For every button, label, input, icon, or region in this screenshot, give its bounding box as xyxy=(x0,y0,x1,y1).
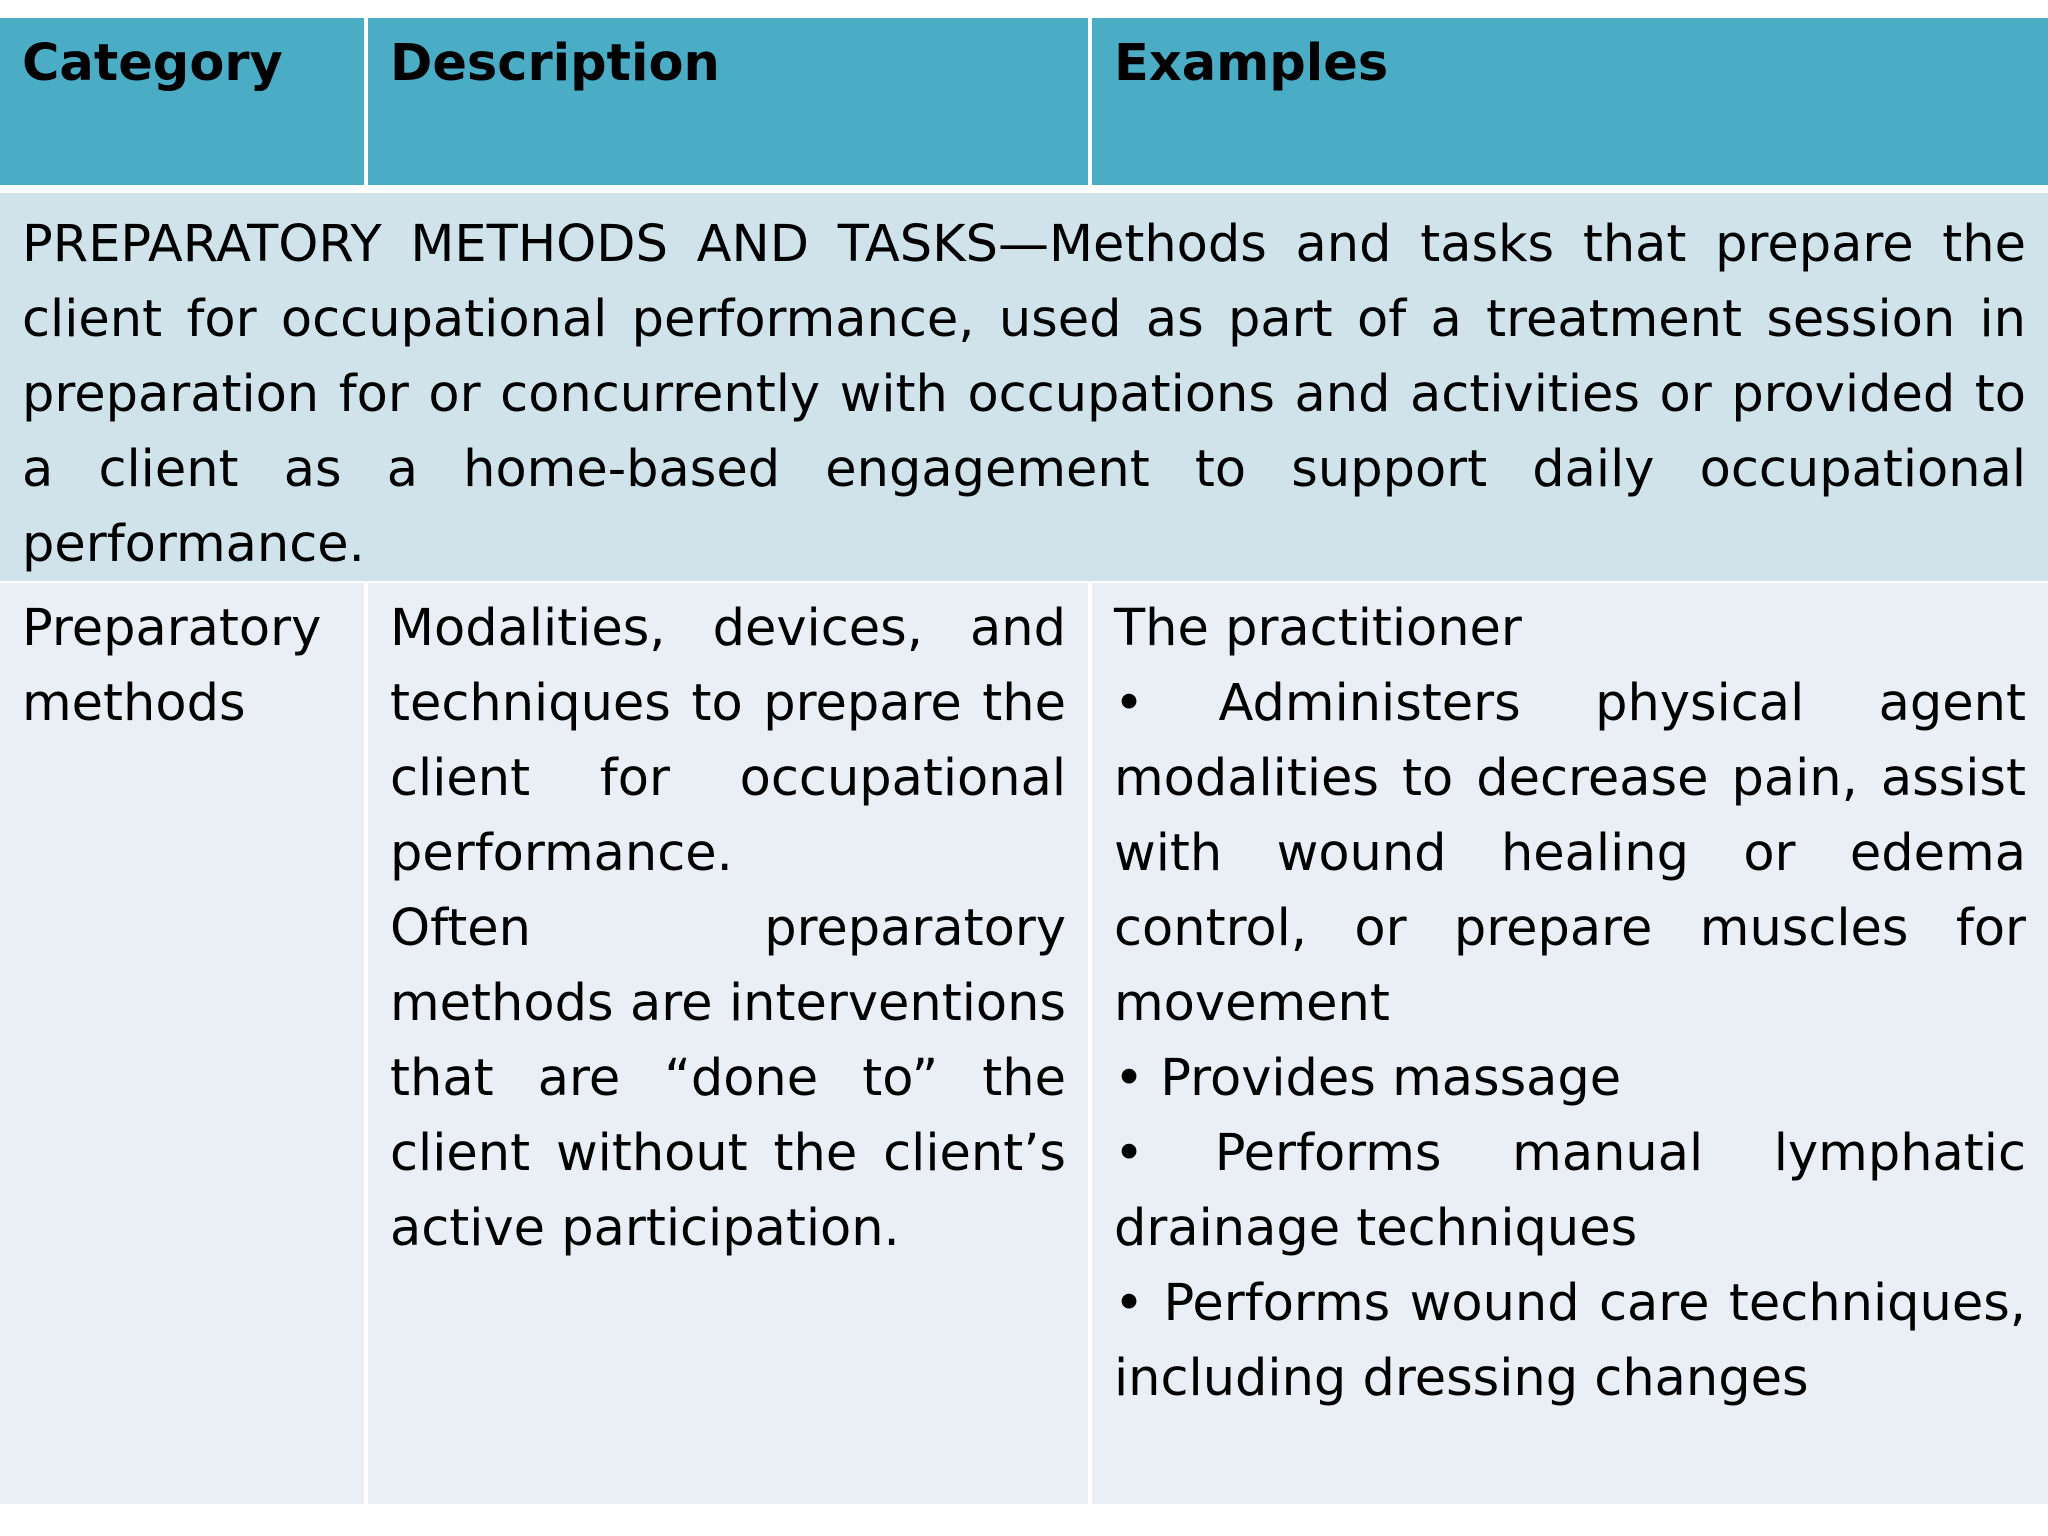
category-text: Preparatory methods xyxy=(22,599,322,733)
examples-intro: The practitioner xyxy=(1114,599,1522,658)
header-category: Category xyxy=(0,18,368,185)
description-paragraph-1: Modalities, devices, and techniques to prepare the client for occupational performance. xyxy=(390,599,1066,883)
examples-bullet-wound-care: • Performs wound care techniques, including dressing changes xyxy=(1114,1274,2026,1408)
header-examples: Examples xyxy=(1092,18,2048,185)
examples-bullet-lymphatic-drainage: • Performs manual lymphatic drainage techniques xyxy=(1114,1124,2026,1258)
description-cell xyxy=(368,583,1092,1504)
examples-bullet-massage: • Provides massage xyxy=(1114,1049,1622,1108)
examples-bullet-physical-agent-modalities: • Administers physical agent modalities to decrease pain, assist with wound healing or edema control, or prepare muscles for movement xyxy=(1114,674,2026,1033)
section-row-preparatory-methods-and-tasks: PREPARATORY METHODS AND TASKS—Methods and tasks that prepare the client for occupational performance, used as part of a treatment session in preparation for or concurrently with occupations and activities or provided to a client as a home-based engagement to support daily occupational performance. xyxy=(0,185,2048,583)
examples-cell xyxy=(1092,583,2048,1504)
description-paragraph-2: Often preparatory methods are interventions that are “done to” the client without the client’s active participation. xyxy=(390,899,1066,1258)
header-description: Description xyxy=(368,18,1092,185)
category-cell-preparatory-methods xyxy=(0,583,368,1504)
intervention-table xyxy=(0,18,2048,1504)
